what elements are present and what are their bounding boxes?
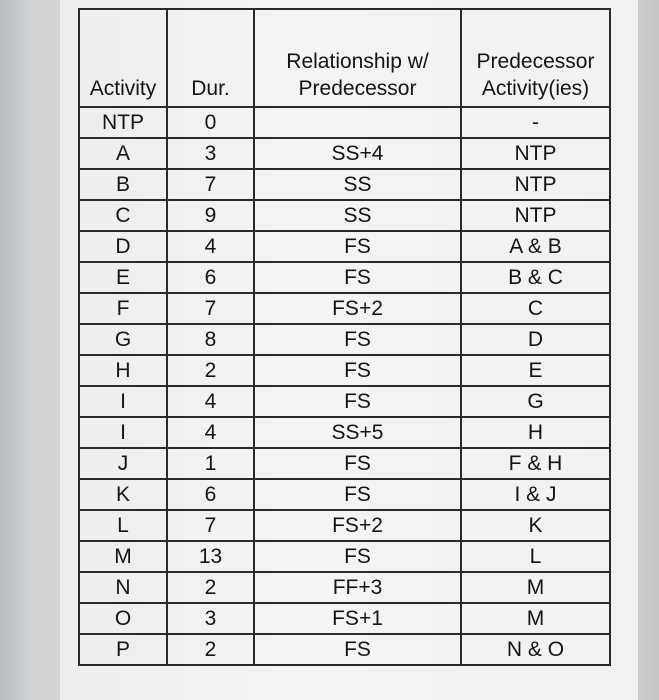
predecessor-cell: F & H	[461, 448, 610, 479]
predecessor-cell: A & B	[461, 231, 610, 262]
duration-cell: 13	[167, 541, 254, 572]
duration-cell: 4	[167, 231, 254, 262]
relationship-cell: FF+3	[254, 572, 461, 603]
predecessor-cell: M	[461, 572, 610, 603]
duration-cell: 7	[167, 510, 254, 541]
table-row	[79, 603, 610, 634]
activity-cell: E	[79, 262, 167, 293]
header-duration: Dur.	[167, 9, 254, 107]
relationship-cell: FS	[254, 448, 461, 479]
table-body	[79, 107, 610, 665]
activity-cell: A	[79, 138, 167, 169]
header-activity: Activity	[79, 9, 167, 107]
table-row	[79, 510, 610, 541]
predecessor-cell: NTP	[461, 138, 610, 169]
activity-cell: N	[79, 572, 167, 603]
activity-cell: O	[79, 603, 167, 634]
table-row	[79, 386, 610, 417]
predecessor-cell: K	[461, 510, 610, 541]
predecessor-cell: B & C	[461, 262, 610, 293]
activity-cell: L	[79, 510, 167, 541]
header-predecessors	[461, 9, 610, 107]
table-row	[79, 231, 610, 262]
duration-cell: 9	[167, 200, 254, 231]
relationship-cell: SS+4	[254, 138, 461, 169]
table-row	[79, 169, 610, 200]
duration-cell: 6	[167, 479, 254, 510]
predecessor-cell: E	[461, 355, 610, 386]
relationship-cell: SS	[254, 200, 461, 231]
relationship-cell: FS+2	[254, 510, 461, 541]
activity-cell: D	[79, 231, 167, 262]
activity-cell: J	[79, 448, 167, 479]
predecessor-cell: H	[461, 417, 610, 448]
predecessor-cell: M	[461, 603, 610, 634]
duration-cell: 4	[167, 417, 254, 448]
duration-cell: 4	[167, 386, 254, 417]
duration-cell: 7	[167, 169, 254, 200]
relationship-cell: FS	[254, 231, 461, 262]
table-row	[79, 293, 610, 324]
table-row	[79, 355, 610, 386]
relationship-cell: SS+5	[254, 417, 461, 448]
relationship-cell: FS	[254, 541, 461, 572]
predecessor-cell: L	[461, 541, 610, 572]
duration-cell: 3	[167, 603, 254, 634]
relationship-cell: FS	[254, 386, 461, 417]
predecessor-cell: NTP	[461, 200, 610, 231]
header-relationship-text: Relationship w/ Predecessor	[286, 50, 429, 100]
header-predecessors-text: Predecessor Activity(ies)	[476, 50, 595, 100]
activity-cell: H	[79, 355, 167, 386]
duration-cell: 1	[167, 448, 254, 479]
duration-cell: 2	[167, 634, 254, 665]
activity-cell: K	[79, 479, 167, 510]
activity-cell: B	[79, 169, 167, 200]
predecessor-cell: I & J	[461, 479, 610, 510]
activity-cell: P	[79, 634, 167, 665]
duration-cell: 2	[167, 572, 254, 603]
table-row	[79, 107, 610, 138]
duration-cell: 2	[167, 355, 254, 386]
table-row	[79, 138, 610, 169]
relationship-cell: FS+2	[254, 293, 461, 324]
duration-cell: 3	[167, 138, 254, 169]
table-row	[79, 634, 610, 665]
activity-cell: I	[79, 417, 167, 448]
table-row	[79, 324, 610, 355]
predecessor-cell: C	[461, 293, 610, 324]
relationship-cell	[254, 107, 461, 138]
activity-cell: F	[79, 293, 167, 324]
predecessor-cell: -	[461, 107, 610, 138]
activity-cell: I	[79, 386, 167, 417]
relationship-cell: SS	[254, 169, 461, 200]
header-relationship	[254, 9, 461, 107]
table-row	[79, 448, 610, 479]
activity-cell: NTP	[79, 107, 167, 138]
table-row	[79, 417, 610, 448]
relationship-cell: FS	[254, 355, 461, 386]
table-row	[79, 572, 610, 603]
activity-cell: M	[79, 541, 167, 572]
relationship-cell: FS+1	[254, 603, 461, 634]
duration-cell: 7	[167, 293, 254, 324]
activity-cell: C	[79, 200, 167, 231]
relationship-cell: FS	[254, 634, 461, 665]
predecessor-cell: G	[461, 386, 610, 417]
table-row	[79, 200, 610, 231]
predecessor-cell: NTP	[461, 169, 610, 200]
relationship-cell: FS	[254, 479, 461, 510]
activity-cell: G	[79, 324, 167, 355]
table-row	[79, 541, 610, 572]
activity-table	[78, 8, 611, 666]
table-row	[79, 262, 610, 293]
duration-cell: 6	[167, 262, 254, 293]
header-row	[79, 9, 610, 107]
predecessor-cell: D	[461, 324, 610, 355]
duration-cell: 0	[167, 107, 254, 138]
duration-cell: 8	[167, 324, 254, 355]
relationship-cell: FS	[254, 262, 461, 293]
predecessor-cell: N & O	[461, 634, 610, 665]
relationship-cell: FS	[254, 324, 461, 355]
table-row	[79, 479, 610, 510]
